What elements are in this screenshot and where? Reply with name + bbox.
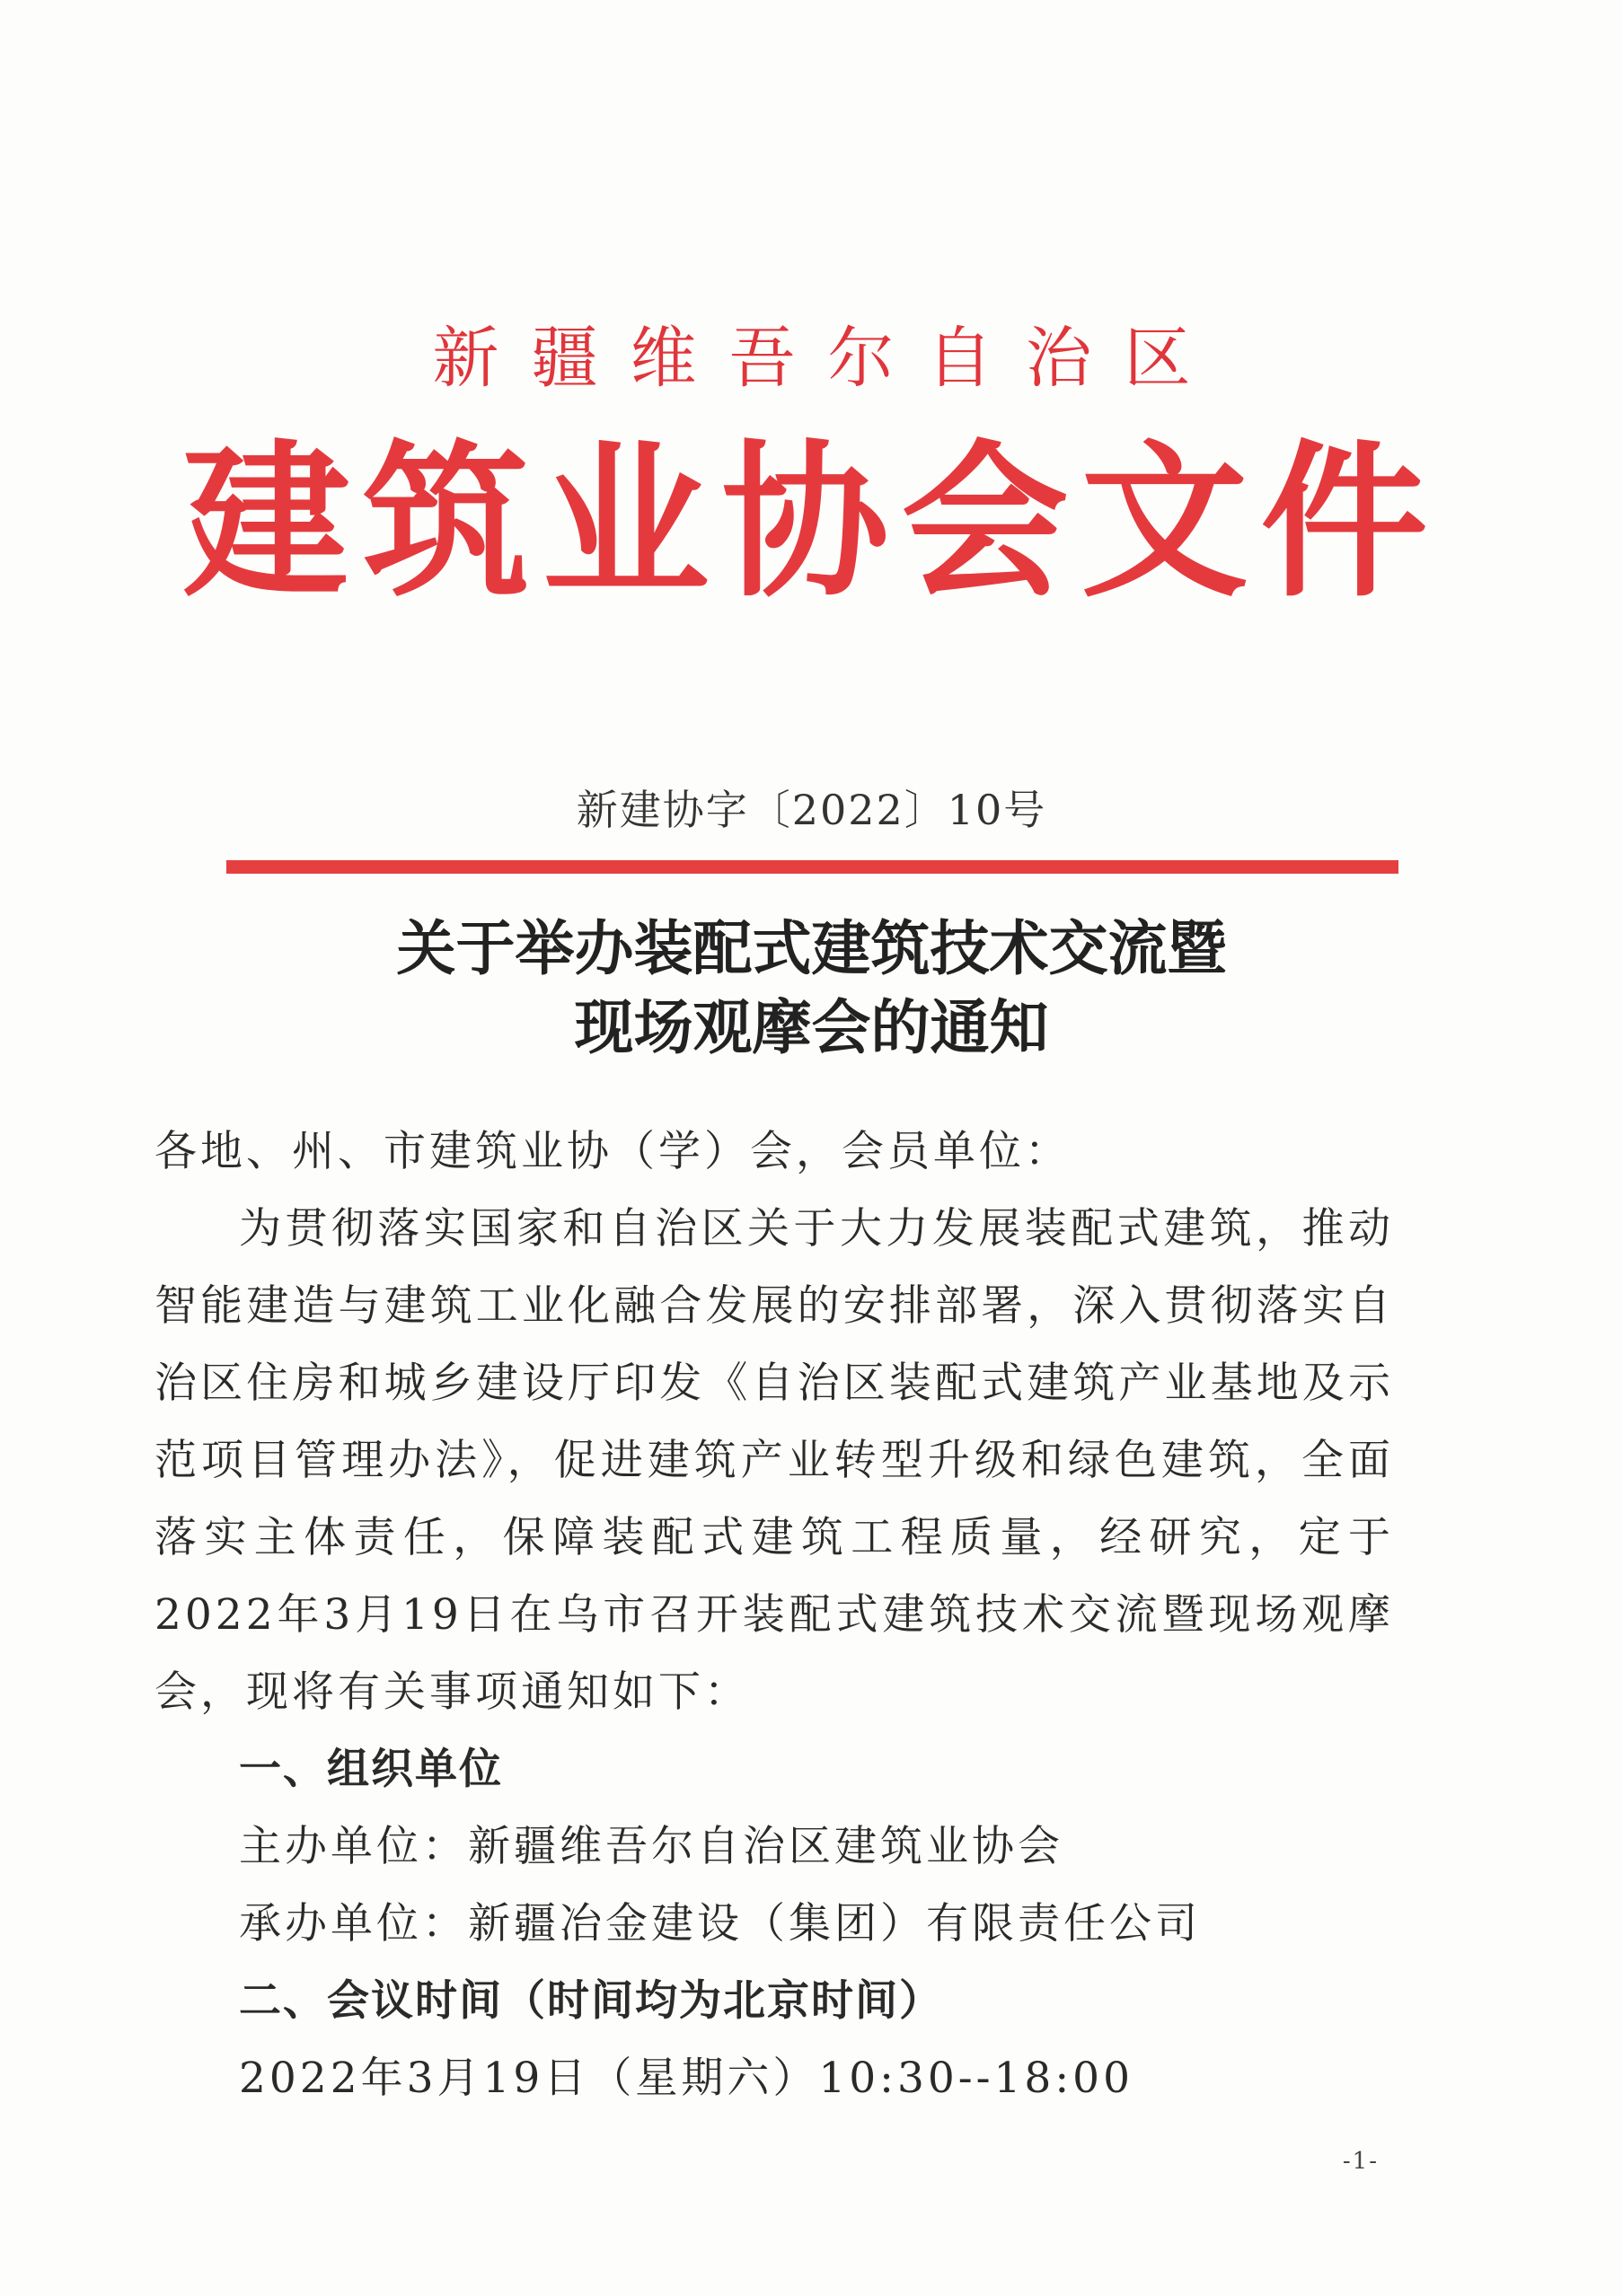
document-number: 新建协字〔2022〕10号 xyxy=(576,786,1047,834)
organizer-unit: 承办单位：新疆冶金建设（集团）有限责任公司 xyxy=(239,1899,1201,1949)
page-number: -1- xyxy=(1342,2148,1379,2175)
intro-paragraph: 为贯彻落实国家和自治区关于大力发展装配式建筑，推动智能建造与建筑工业化融合发展的安排部署，深入贯彻落实自治区住房和城乡建设厅印发《自治区装配式建筑产业基地及示范项目管理办法》，促进建筑产业转型升级和绿色建筑，全面落实主体责任，保障装配式建筑工程质量，经研究，定于2022年3月19日在乌市召开装配式建筑技术交流暨现场观摩会，现将有关事项通知如下： xyxy=(154,1204,1394,1717)
notice-title xyxy=(0,909,1623,1067)
title-line-1: 关于举办装配式建筑技术交流暨 xyxy=(396,913,1227,983)
host-unit: 主办单位：新疆维吾尔自治区建筑业协会 xyxy=(239,1822,1063,1871)
section-heading-organizers: 一、组织单位 xyxy=(239,1745,503,1794)
section-heading-meeting-time: 二、会议时间（时间均为北京时间） xyxy=(239,1976,943,2026)
red-divider-line xyxy=(226,860,1398,874)
notice-body xyxy=(154,1113,1394,2117)
issuing-organization: 新疆维吾尔自治区 xyxy=(432,320,1223,397)
salutation: 各地、州、市建筑业协（学）会，会员单位： xyxy=(154,1127,1071,1176)
document-type-banner: 建筑业协会文件 xyxy=(182,423,1441,620)
title-line-2: 现场观摩会的通知 xyxy=(574,992,1049,1062)
meeting-time: 2022年3月19日（星期六）10:30--18:00 xyxy=(239,2054,1133,2103)
